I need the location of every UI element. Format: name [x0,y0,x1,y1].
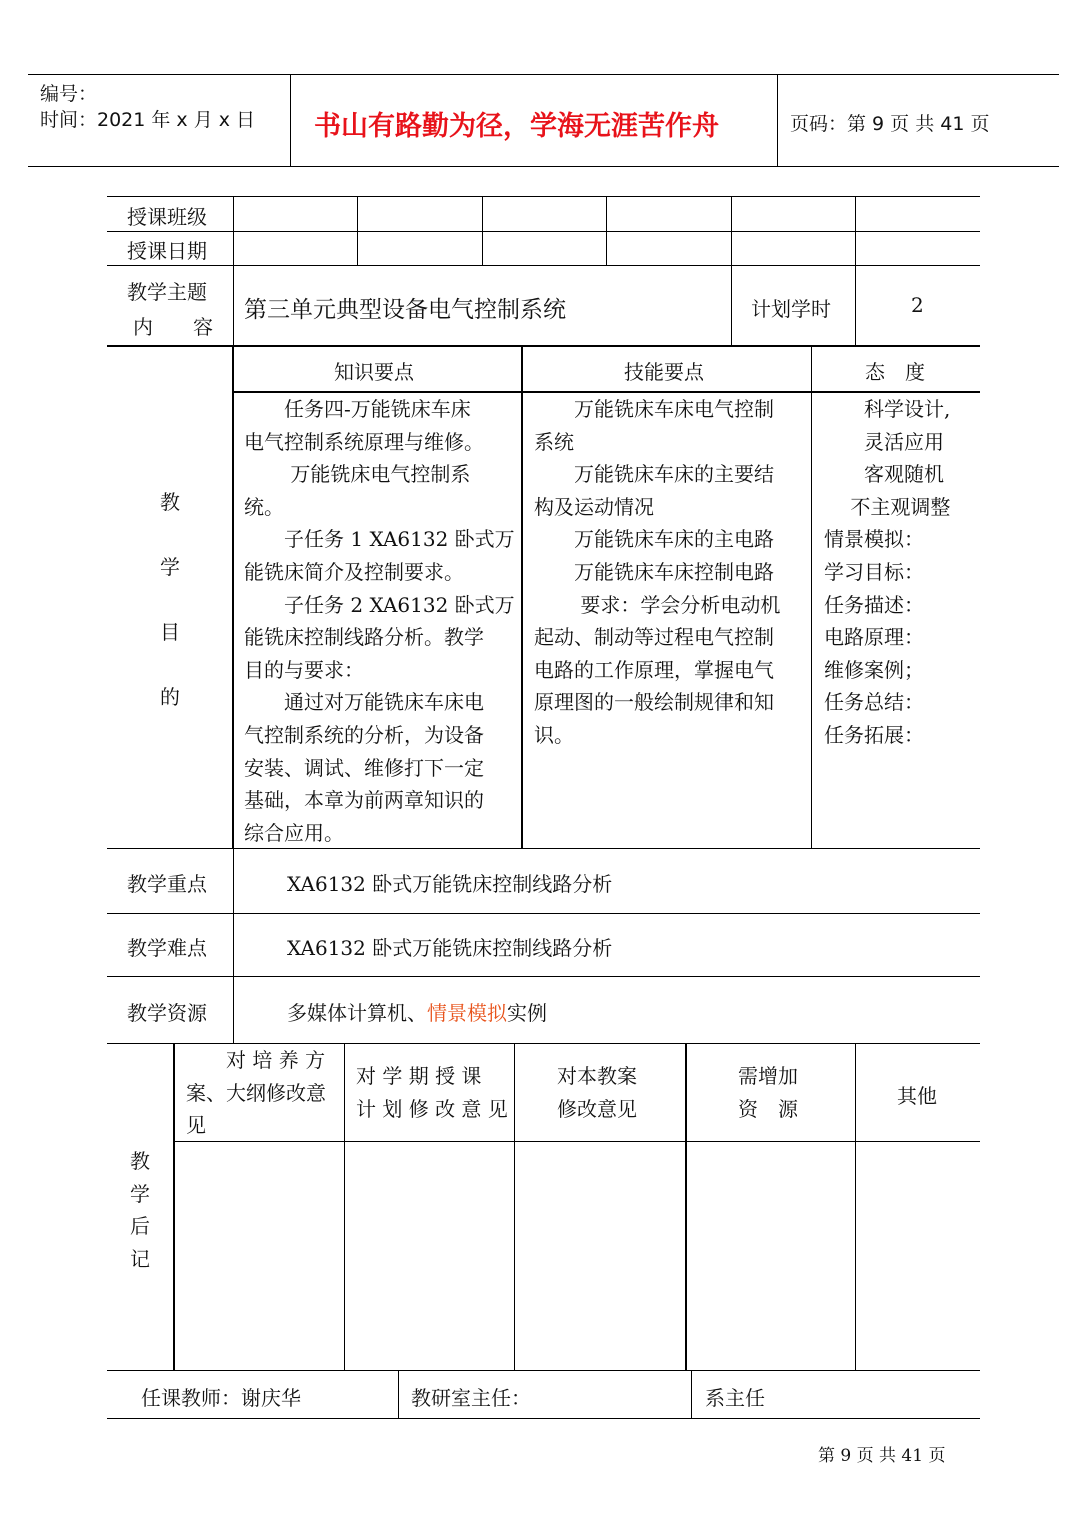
difficulty-label: 教学难点 [127,936,207,960]
skill-line: 构及运动情况 [534,494,654,519]
header-bottom-rule [28,166,1059,167]
topic-label: 教学主题 [127,280,207,304]
resources-highlight: 情景模拟 [427,1001,507,1025]
knowledge-header: 知识要点 [334,360,414,384]
knowledge-line: 任务四-万能铣床车床 [244,397,471,421]
key-point-value: XA6132 卧式万能铣床控制线路分析 [287,872,613,896]
skill-line: 万能铣床车床电气控制 [534,397,774,421]
table-rule [855,1043,856,1370]
table-rule [107,231,980,232]
attitude-line: 任务描述： [824,592,924,617]
table-rule [357,196,358,265]
knowledge-line: 能铣床控制线路分析。教学 [244,625,484,650]
table-rule [398,1370,399,1418]
key-point-label: 教学重点 [127,872,207,896]
attitude-line: 任务拓展： [824,722,924,747]
motto: 书山有路勤为径，学海无涯苦作舟 [314,111,719,142]
table-rule [811,345,812,848]
table-rule [233,848,234,1043]
postscript-col-semester-plan [356,1060,508,1125]
knowledge-points [244,393,515,849]
knowledge-line: 目的与要求： [244,657,364,682]
table-rule [107,1418,980,1419]
knowledge-line: 子任务 1 XA6132 卧式万 [244,527,515,552]
skill-line: 电路的工作原理，掌握电气 [534,657,774,682]
postscript-line: 修改意见 [557,1096,637,1121]
postscript-line: 案、大纲修改意 [186,1080,326,1105]
dean-signature: 系主任 [705,1386,765,1410]
resources-suffix: 实例 [507,1001,547,1025]
postscript-col-lesson-plan [557,1060,637,1125]
skill-line: 系统 [534,429,574,454]
postscript-col-other: 其他 [897,1084,937,1108]
attitude-line: 维修案例； [824,657,924,682]
attitude-line: 情景模拟： [824,527,924,552]
attitude-header: 态 度 [865,360,925,384]
page-label: 页码：第 9 页 共 41 页 [790,113,990,135]
teacher-signature: 任课教师：谢庆华 [141,1386,301,1410]
table-rule [855,196,856,345]
table-rule [232,345,234,848]
knowledge-line: 能铣床简介及控制要求。 [244,559,464,584]
knowledge-line: 综合应用。 [244,820,344,845]
postscript-line: 需增加 [738,1064,798,1088]
table-rule [107,913,980,914]
table-rule [107,1370,980,1371]
topic-value: 第三单元典型设备电气控制系统 [244,297,566,323]
skill-line: 万能铣床车床的主要结 [534,462,774,487]
serial-label: 编号： [40,83,98,105]
objectives-label-char: 目 [160,620,180,644]
postscript-line: 见 [186,1113,206,1138]
attitude-line: 客观随机 [824,462,944,487]
attitude-line: 电路原理： [824,625,924,650]
header-divider [290,74,291,166]
table-rule [691,1370,692,1418]
postscript-label-char: 后 [130,1214,150,1238]
postscript-line: 资 源 [738,1096,798,1121]
date-label: 授课日期 [127,239,207,263]
skill-line: 识。 [534,722,574,747]
knowledge-line: 万能铣床电气控制系 [244,462,471,487]
postscript-label-char: 学 [130,1182,150,1206]
knowledge-line: 通过对万能铣床车床电 [244,690,484,715]
knowledge-line: 气控制系统的分析，为设备 [244,722,484,747]
objectives-label-char: 的 [160,685,180,709]
header-top-rule [28,74,1059,75]
skill-points [534,393,780,752]
postscript-line: 对 培 养 方 [186,1048,326,1072]
table-rule [514,1043,515,1370]
skill-line: 万能铣床车床控制电路 [534,559,774,584]
attitude-line: 灵活应用 [824,429,944,454]
skill-line: 要求：学会分析电动机 [534,592,781,617]
knowledge-line: 统。 [244,494,284,519]
header-divider [777,74,778,166]
page-footer: 第 9 页 共 41 页 [818,1446,946,1466]
table-rule [731,196,732,345]
director-signature: 教研室主任： [411,1386,531,1410]
objectives-label-char: 学 [160,555,180,579]
table-rule [173,1043,175,1370]
resources-prefix: 多媒体计算机、 [287,1001,427,1025]
knowledge-line: 安装、调试、维修打下一定 [244,755,484,780]
postscript-line: 对 学 期 授 课 [356,1064,482,1088]
knowledge-line: 子任务 2 XA6132 卧式万 [244,592,515,617]
difficulty-value: XA6132 卧式万能铣床控制线路分析 [287,936,613,960]
postscript-line: 计 划 修 改 意 见 [356,1096,508,1121]
postscript-label-char: 记 [130,1247,150,1271]
table-rule [606,196,607,265]
resources-label: 教学资源 [127,1001,207,1025]
content-label: 内 容 [133,315,213,339]
table-rule [344,1043,345,1370]
hours-value: 2 [911,293,924,317]
skill-line: 起动、制动等过程电气控制 [534,625,774,650]
postscript-col-resources [738,1060,798,1125]
attitude-line: 任务总结： [824,690,924,715]
table-rule [107,345,980,347]
table-rule [521,345,523,848]
table-rule [482,196,483,265]
skill-header: 技能要点 [624,360,704,384]
hours-label: 计划学时 [751,297,831,321]
skill-line: 万能铣床车床的主电路 [534,527,774,552]
postscript-col-training-plan [186,1044,326,1142]
attitude-line: 不主观调整 [824,494,951,519]
time-label: 时间：2021 年 x 月 x 日 [40,109,256,131]
table-rule [685,1043,687,1370]
attitude-points [824,393,950,752]
table-rule [107,976,980,977]
postscript-line: 对本教案 [557,1064,637,1088]
table-rule [107,196,980,197]
table-rule [107,848,980,849]
resources-value [287,997,547,1026]
attitude-line: 学习目标： [824,559,924,584]
objectives-label-char: 教 [160,490,180,514]
class-label: 授课班级 [127,205,207,229]
skill-line: 原理图的一般绘制规律和知 [534,690,774,715]
attitude-line: 科学设计, [824,397,951,421]
knowledge-line: 基础，本章为前两章知识的 [244,788,484,813]
postscript-label-char: 教 [130,1149,150,1173]
table-rule [107,265,980,266]
knowledge-line: 电气控制系统原理与维修。 [244,429,484,454]
